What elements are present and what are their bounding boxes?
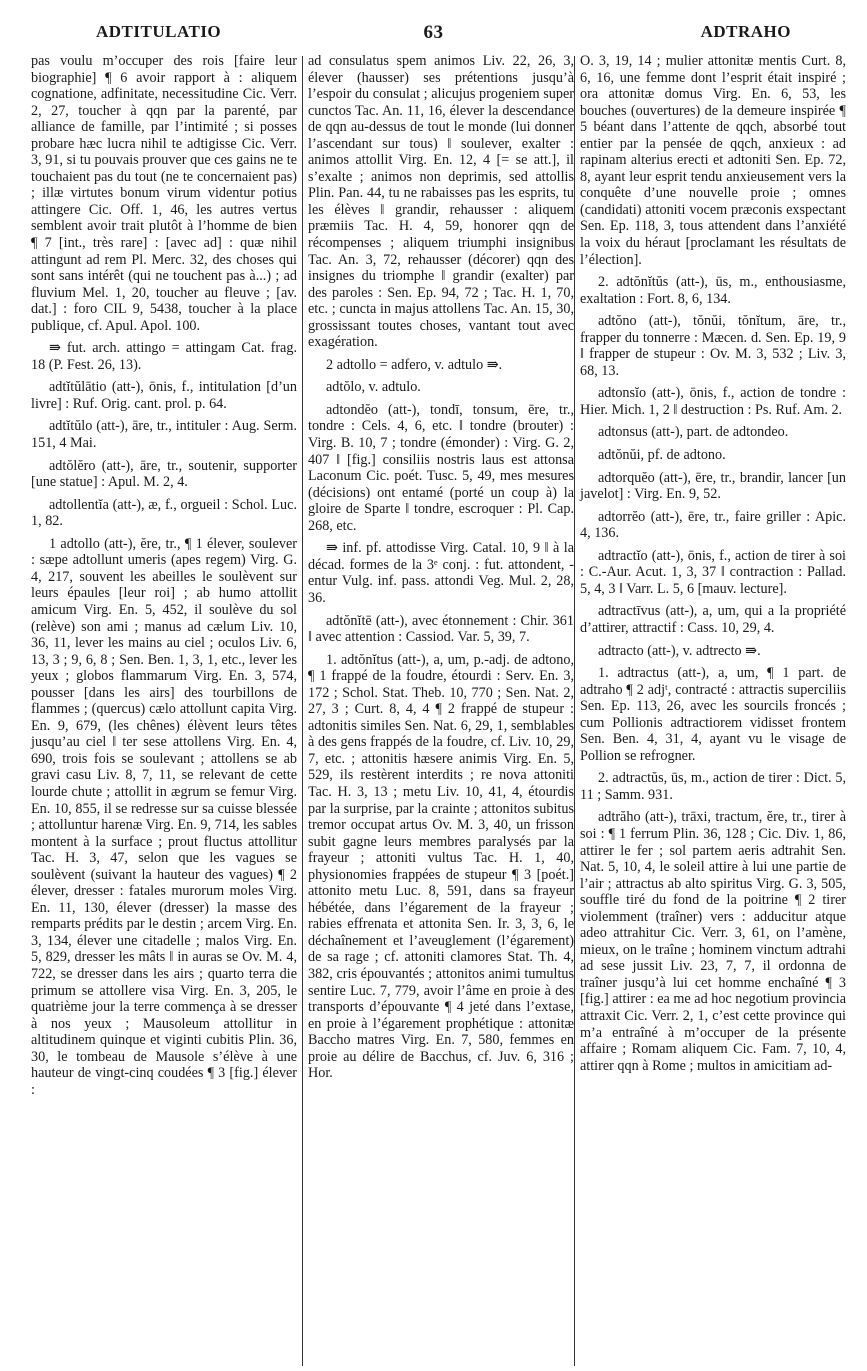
- dictionary-entry: 1. adtŏnĭtus (att-), a, um, p.-adj. de adtono, ¶ 1 frappé de la foudre, étourdi : Serv. En. 3, 172 ; Schol. Stat. Theb. 10, 770 ; Sen. Nat. 2, 27, 3 ; Curt. 8, 4, 4 ¶ 2 frappé de stupeur : adtonitis similes Sen. Nat. 6, 29, 1, semblables à des gens frappés de la foudre, cf. Liv. 10, 29, 7, etc. ; attonitis hæsere animis Virg. En. 5, 529, ils restèrent interdits ; re nova attoniti Tac. H. 3, 13 ; metu Liv. 10, 41, 4, étourdis par la surprise, par la crainte ; attonitos subitus tremor occupat artus Ov. M. 3, 40, un frisson subit gagne leurs membres paralysés par la frayeur ; attoniti vultus Tac. H. 1, 40, physionomies frappées de stupeur ¶ 3 [poét.] attonito metu Luc. 8, 591, dans sa frayeur hébétée, dans l’égarement de la frayeur ; rabies effrenata et attonita Sen. Ir. 3, 3, 6, le déchaînement et l’aveuglement (l’égarement) de sa rage ; cf. attoniti clamores Stat. Th. 4, 382, cris épouvantés ; attonitos animi tumultus sentire Luc. 7, 779, avoir l’âme en proie à des transports d’épouvante ¶ 4 jeté dans l’extase, en proie à l’égarement prophétique : attonitæ Baccho matres Virg. En. 7, 580, femmes en proie au délire de Bacchus, cf. Juv. 6, 316 ; Hor.: [308, 651, 574, 1082]
- dictionary-entry: adtĭtŭlo (att-), āre, tr., intituler : Aug. Serm. 151, 4 Mai.: [31, 418, 297, 452]
- entry-continuation: ad consulatus spem animos Liv. 22, 26, 3, élever (hausser) ses prétentions jusqu’à l’espoir du consulat ; alicujus progeniem super cunctos Tac. An. 11, 16, élever la descendance de qqn au-dessus de tout le monde (lui donner l’ascendant sur tous) ‖ soulever, exalter : animos attollit Virg. En. 12, 4 [= se att.], il s’exalte ; animos non deprimis, sed attollis Plin. Pan. 44, tu ne rabaisses pas les esprits, tu les élèves ‖ grandir, rehausser : aliquem præmiis Tac. H. 4, 59, honorer qqn de récompenses ; aliquem triumphi insignibus Tac. An. 3, 72, rehausser (décorer) qqn des insignes du triomphe ‖ grandir (exalter) par des paroles : Sen. Ep. 94, 72 ; Tac. H. 1, 70, etc. ; cuncta in majus attollens Tac. An. 15, 30, grossissant toutes choses, vantant tout avec exagération.: [308, 53, 574, 351]
- dictionary-entry: adtorquĕo (att-), ēre, tr., brandir, lancer [un javelot] : Virg. En. 9, 52.: [580, 469, 846, 503]
- dictionary-entry: adtŏlĕro (att-), āre, tr., soutenir, supporter [une statue] : Apul. M. 2, 4.: [31, 457, 297, 491]
- dictionary-column-2: [308, 53, 574, 1082]
- dictionary-note: ⇛ fut. arch. attingo = attingam Cat. frag. 18 (P. Fest. 26, 13).: [31, 340, 297, 373]
- dictionary-entry: adtĭtŭlātio (att-), ōnis, f., intitulation [d’un livre] : Ruf. Orig. cant. prol. p. 64.: [31, 379, 297, 412]
- column-divider: [302, 56, 303, 1366]
- dictionary-entry: 1. adtractus (att-), a, um, ¶ 1 part. de adtraho ¶ 2 adjᵗ, contracté : attractis superciliis Sen. Ep. 113, 26, avec les sourcils froncés ; cum Pollionis adtractiorem vidisset frontem Sen. Ben. 4, 31, 4, ayant vu le visage de Pollion se refrogner.: [580, 665, 846, 764]
- running-head-right: ADTRAHO: [700, 22, 791, 41]
- dictionary-entry: adtondĕo (att-), tondī, tonsum, ēre, tr., tondre : Cels. 4, 6, etc. ‖ tondre (brouter) : Virg. B. 10, 7 ; tondre (émonder) : Virg. G. 2, 407 ‖ [fig.] consiliis nostris laus est attonsa Laconum Cic. poét. Tusc. 5, 49, mes mesures (décisions) ont entamé (porté un coup à) la gloire de Sparte ‖ tondre, escroquer : Pl. Cap. 268, etc.: [308, 401, 574, 534]
- page-header: [0, 22, 867, 48]
- dictionary-entry: adtollentĭa (att-), æ, f., orgueil : Schol. Luc. 1, 82.: [31, 496, 297, 530]
- dictionary-entry: adtŏlo, v. adtulo.: [326, 379, 421, 396]
- entry-continuation: O. 3, 19, 14 ; mulier attonitæ mentis Curt. 8, 6, 16, une femme dont l’esprit était inspiré ; ora attonitæ domus Virg. En. 6, 53, les bouches (ouvertures) de la demeure inspirée ¶ 5 béant dans l’attente de qqch, absorbé tout entier par la pensée de qqch, anxieux : ad rapinam alterius erecti et adtoniti Sen. Ep. 72, 8, ayant leur esprit tendu anxieusement vers la conquête d’une nouvelle proie ; omnes (candidati) attoniti vocem præconis exspectant Sen. Ep. 118, 3, tous attendent dans l’anxiété la voix du héraut [proclamant les résultats de l’élection].: [580, 53, 846, 268]
- dictionary-entry: adtŏnĭtē (att-), avec étonnement : Chir. 361 ‖ avec attention : Cassiod. Var. 5, 39, 7.: [308, 612, 574, 646]
- column-divider: [574, 56, 575, 1366]
- dictionary-entry: adtractīvus (att-), a, um, qui a la propriété d’attirer, attractif : Cass. 10, 29, 4.: [580, 603, 846, 636]
- dictionary-entry: 1 adtollo (att-), ĕre, tr., ¶ 1 élever, soulever : sæpe adtollunt umeris (apes regem) Virg. G. 4, 217, souvent les abeilles le soulèvent sur leurs épaules [leur roi] ; ab humo attollit amicum Virg. En. 5, 452, il soulève du sol (relève) son ami ; manus ad cælum Liv. 10, 36, 11, lever les mains au ciel ; oculos Liv. 6, 13, 3 ; 9, 6, 8 ; Sen. Ben. 1, 3, 1, etc., lever les yeux ; globos flammarum Virg. En. 3, 574, pousser [dans les airs] des tourbillons de flammes ; (quercus) cælo attollunt capita Virg. En. 9, 679, (les chênes) élèvent leurs têtes jusqu’au ciel ‖ ter sese attollens Virg. En. 4, 690, trois fois se soulevant ; attollens se ab gravi casu Liv. 8, 7, 11, se relevant de cette lourde chute ; attollit in ægrum se femur Virg. En. 10, 855, il se redresse sur sa cuisse blessée ; attolluntur harenæ Virg. En. 9, 714, les sables montent à la surface ; prout fluctus attollitur Tac. H. 3, 47, selon que les vagues se soulèvent (suivant la hauteur des vagues) ¶ 2 élever, dresser : fatales murorum moles Virg. En. 11, 130, élever (dresser) la masse des remparts prédits par le destin ; arcem Virg. En. 3, 134, élever une citadelle ; malos Virg. En. 5, 829, dresser les mâts ‖ in auras se Ov. M. 4, 722, se dresser dans les airs ; quarto terra die primum se attollere visa Virg. En. 3, 205, le quatrième jour la terre commença à se dresser à nos yeux ; Mausoleum attollitur in altitudinem quinque et viginti cubitis Plin. 36, 30, le tombeau de Mausole s’élève à une hauteur de vingt-cinq coudées ¶ 3 [fig.] élever :: [31, 535, 297, 1098]
- page-number: 63: [423, 22, 444, 43]
- dictionary-column-1: [31, 53, 297, 1098]
- entry-continuation: pas voulu m’occuper des rois [faire leur biographie] ¶ 6 avoir rapport à : aliquem cognatione, adfinitate, necessitudine Cic. Verr. 2, 27, toucher à qqn par la parenté, par alliance de famille, par l’intimité ; si posses probare hæc lucra nihil te adtigisse Cic. Verr. 3, 91, si tu pouvais prouver que ces gains ne te touchaient pas du tout (ne te concernaient pas) ; illæ virtutes bonum virum videntur potius attingere Cic. Off. 1, 46, les autres vertus semblent avoir trait plutôt à l’homme de bien ¶ 7 [int., très rare] : [avec ad] : quæ nihil attingunt ad rem Pl. Merc. 32, des choses qui sont sans intérêt (qui ne touchent pas à...) ; ad fluvium Mel. 1, 20, toucher au fleuve ; [av. dat.] : foro CIL 9, 5438, toucher à la place publique, cf. Apul. Apol. 100.: [31, 53, 297, 334]
- dictionary-entry: adtŏno (att-), tŏnŭi, tŏnĭtum, āre, tr., frapper du tonnerre : Mæcen. d. Sen. Ep. 19, 9 ‖ frapper de stupeur : Ov. M. 3, 532 ; Liv. 3, 68, 13.: [580, 313, 846, 379]
- dictionary-entry: adtrăho (att-), trāxi, tractum, ĕre, tr., tirer à soi : ¶ 1 ferrum Plin. 36, 128 ; Cic. Div. 1, 86, attirer le fer ; sol partem aeris adtrahit Sen. Nat. 5, 10, 4, le soleil attire à lui une partie de l’air ; attractus ab alto spiritus Virg. G. 3, 505, souffle tiré du fond de la poitrine ¶ 2 tirer violemment (traîner) vers : adducitur atque adeo attrahitur Cic. Verr. 3, 61, on l’amène, mieux, on le traîne ; hominem vinctum adtrahi ad sese jussit Liv. 23, 7, 7, il ordonna de traîner jusqu’à lui cet homme enchaîné ¶ 3 [fig.] attirer : ea me ad hoc negotium provincia attraxit Cic. Verr. 2, 1, c’est cette province qui m’a entraîné à m’occuper de la présente affaire ; Romam aliquem Cic. Fam. 7, 10, 4, attirer qqn à Rome ; multos in amicitiam ad-: [580, 809, 846, 1074]
- dictionary-note: ⇛ inf. pf. attodisse Virg. Catal. 10, 9 ‖ à la décad. formes de la 3ᵉ conj. : fut. attondent, -entur Vulg. inf. pass. attondi Veg. Mul. 2, 28, 36.: [308, 540, 574, 606]
- running-head-left: ADTITULATIO: [96, 22, 222, 41]
- dictionary-column-3: [580, 53, 846, 1074]
- dictionary-entry: adtonsĭo (att-), ōnis, f., action de tondre : Hier. Mich. 1, 2 ‖ destruction : Ps. Ruf. Am. 2.: [580, 385, 846, 418]
- dictionary-entry: adtorrĕo (att-), ēre, tr., faire griller : Apic. 4, 136.: [580, 508, 846, 542]
- dictionary-entry: adtŏnŭi, pf. de adtono.: [598, 447, 726, 464]
- dictionary-entry: adtracto (att-), v. adtrecto ⇛.: [598, 642, 761, 659]
- dictionary-entry: adtonsus (att-), part. de adtondeo.: [598, 424, 789, 441]
- dictionary-entry: adtractĭo (att-), ōnis, f., action de tirer à soi : C.-Aur. Acut. 1, 3, 37 ‖ contraction : Pallad. 5, 4, 3 ‖ Varr. L. 5, 6 [mauv. lecture].: [580, 547, 846, 597]
- dictionary-entry: 2. adtŏnĭtŭs (att-), ūs, m., enthousiasme, exaltation : Fort. 8, 6, 134.: [580, 274, 846, 307]
- dictionary-entry: 2 adtollo = adfero, v. adtulo ⇛.: [326, 356, 503, 373]
- dictionary-entry: 2. adtractŭs, ūs, m., action de tirer : Dict. 5, 11 ; Samm. 931.: [580, 770, 846, 803]
